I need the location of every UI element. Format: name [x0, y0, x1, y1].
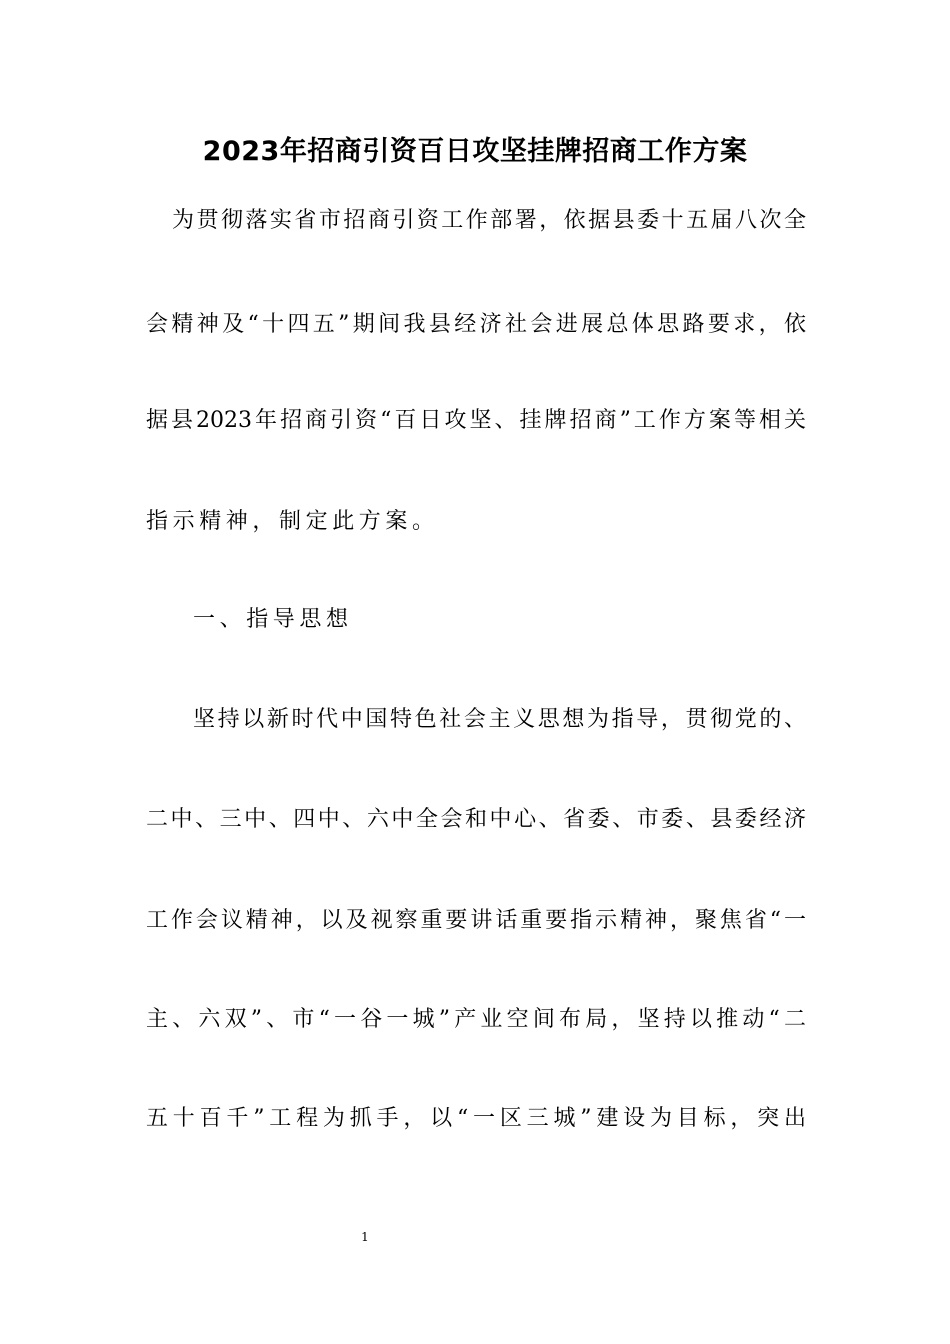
- paragraph-2-line-2: 二中、三中、四中、六中全会和中心、省委、市委、县委经济: [146, 807, 806, 832]
- section-heading-guiding-ideology: 一、指导思想: [193, 607, 353, 632]
- paragraph-1-line-4: 指示精神，制定此方案。: [146, 509, 439, 534]
- paragraph-2-line-4: 主、六双”、市“一谷一城”产业空间布局，坚持以推动“二: [146, 1007, 806, 1032]
- paragraph-2-line-1: 坚持以新时代中国特色社会主义思想为指导，贯彻党的、: [193, 707, 806, 732]
- paragraph-2-line-3: 工作会议精神，以及视察重要讲话重要指示精神，聚焦省“一: [146, 908, 806, 933]
- document-title: 2023年招商引资百日攻坚挂牌招商工作方案: [202, 136, 748, 167]
- paragraph-1-line-2: 会精神及“十四五”期间我县经济社会进展总体思路要求，依: [146, 312, 806, 337]
- page-number: 1: [361, 1230, 369, 1244]
- paragraph-1-line-1: 为贯彻落实省市招商引资工作部署，依据县委十五届八次全: [172, 208, 806, 233]
- paragraph-1-line-3: 据县2023年招商引资“百日攻坚、挂牌招商”工作方案等相关: [146, 408, 806, 433]
- paragraph-2-line-5: 五十百千”工程为抓手，以“一区三城”建设为目标，突出: [146, 1106, 806, 1131]
